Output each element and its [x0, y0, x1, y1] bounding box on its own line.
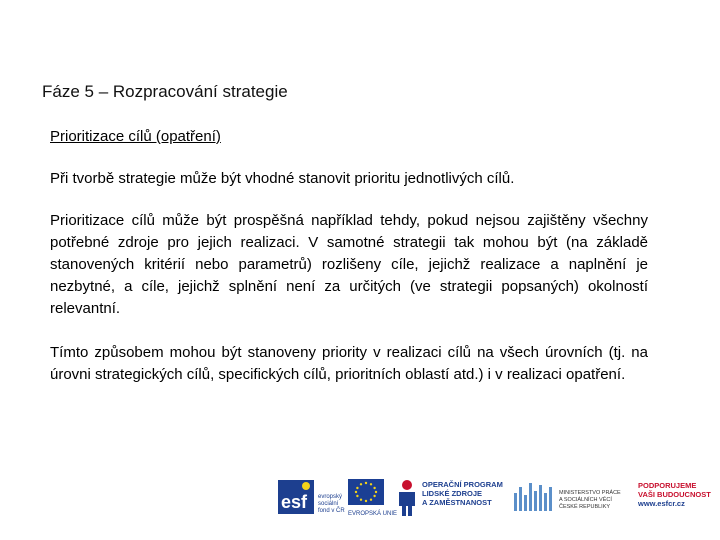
vb-text — [638, 481, 711, 508]
vb-line-2: VAŠI BUDOUCNOST — [638, 490, 711, 499]
slide-subtitle: Prioritizace cílů (opatření) — [50, 128, 221, 145]
mpsv-line-1: MINISTERSTVO PRÁCE — [559, 490, 621, 496]
mpsv-logo — [514, 476, 634, 520]
esf-mark-icon — [278, 476, 314, 516]
op-lzz-logo — [396, 476, 506, 520]
op-figure-icon — [396, 479, 418, 517]
vb-line-1: PODPORUJEME — [638, 481, 697, 490]
esf-mark-text: esf — [281, 492, 308, 512]
esf-caption-line-1: evropský — [318, 494, 343, 500]
footer-logos — [278, 476, 718, 520]
paragraph-3: Tímto způsobem mohou být stanoveny priority v realizaci cílů na všech úrovních (tj. na úrovni strategických cílů, specifických cílů, prioritních oblastí atd.) i v realizaci opatření. — [50, 344, 648, 383]
paragraph-1: Při tvorbě strategie může být vhodné stanovit prioritu jednotlivých cílů. — [50, 170, 515, 187]
op-line-2: LIDSKÉ ZDROJE — [422, 489, 483, 498]
vb-line-3: www.esfcr.cz — [638, 499, 685, 508]
eu-caption: EVROPSKÁ UNIE — [348, 511, 398, 517]
slide-title: Fáze 5 – Rozpracování strategie — [42, 82, 288, 101]
op-line-3: A ZAMĚSTNANOST — [422, 498, 492, 507]
mpsv-text — [559, 490, 621, 511]
slide-content — [50, 126, 648, 408]
esf-caption-line-3: fond v ČR — [318, 508, 345, 514]
eu-flag-icon — [348, 479, 384, 505]
op-lzz-text — [422, 480, 503, 507]
mpsv-line-2: A SOCIÁLNÍCH VĚCÍ — [559, 497, 612, 503]
mpsv-line-3: ČESKÉ REPUBLIKY — [559, 504, 611, 510]
vase-budoucnost-logo — [638, 476, 714, 520]
op-line-1: OPERAČNÍ PROGRAM — [422, 480, 503, 489]
esf-caption-line-2: sociální — [318, 501, 339, 507]
paragraph-2: Prioritizace cílů může být prospěšná například tehdy, pokud nejsou zajištěny všechny potřebné zdroje pro jejich realizaci. V samotné strategii tak mohou být (na základě stanovených kritérií nebo parametrů) rozlišeny cíle, jejichž realizace a naplnění je nezbytné, a cíle, jejichž splnění není za určitých (ve strategii popsaných) okolností relevantní. — [50, 212, 648, 317]
mpsv-bars-icon — [514, 481, 554, 515]
eu-flag-logo — [348, 479, 398, 517]
esf-caption — [318, 494, 345, 515]
